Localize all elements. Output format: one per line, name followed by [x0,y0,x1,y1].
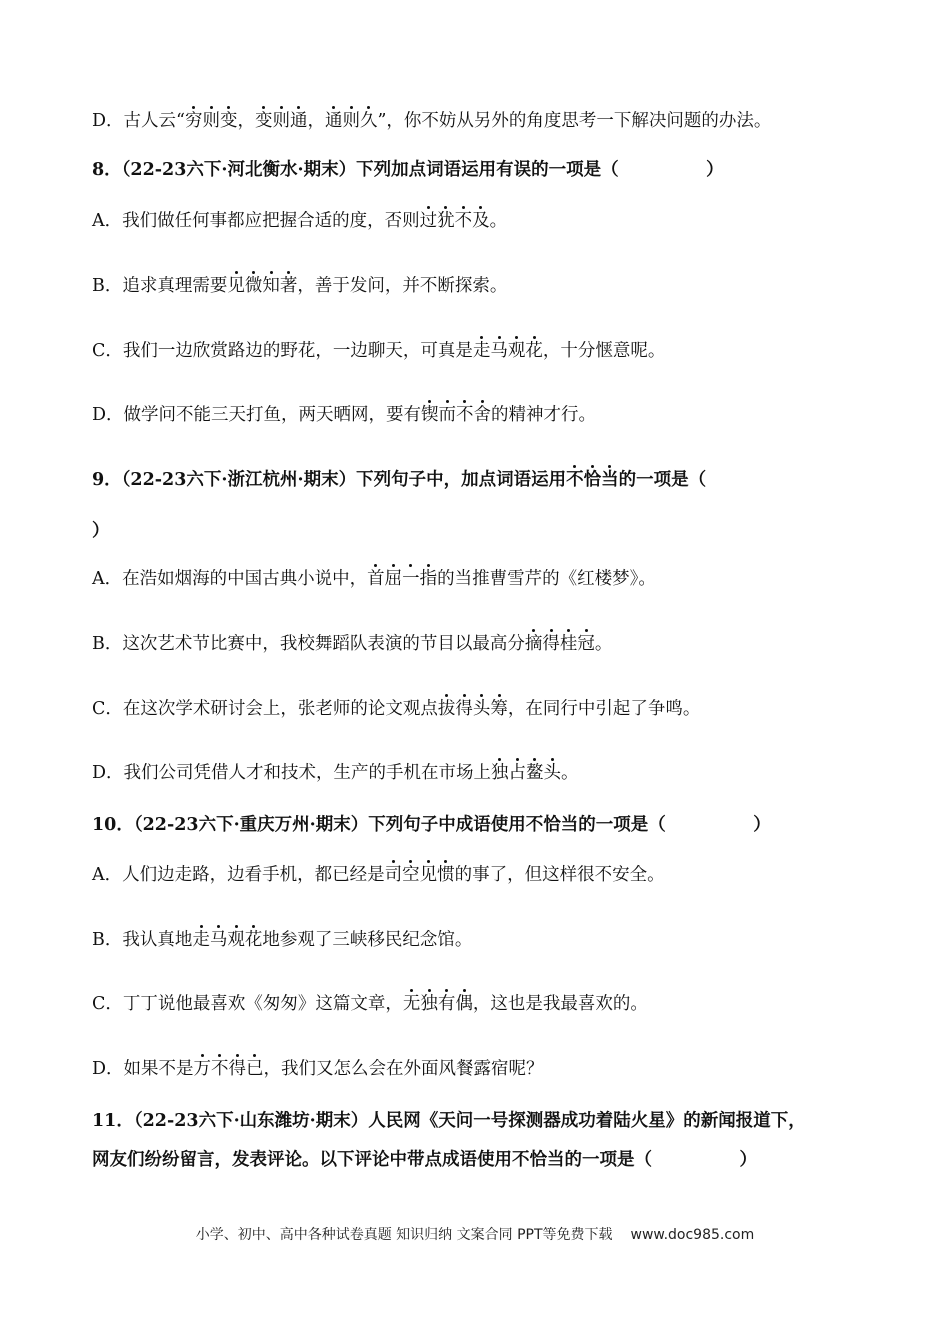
emphasized-phrase: 无独有偶 [402,994,473,1014]
text-segment: D．古人云“ [92,111,185,131]
question-line [92,157,890,183]
text-segment: A．人们边走路，边看手机，都已经是 [92,865,385,885]
option-line [92,402,890,428]
text-segment: 的事了，但这样很不安全。 [454,865,665,885]
option-line [92,991,890,1017]
question-line [92,1147,890,1173]
emphasized-phrase: 穷则变 [184,111,238,131]
emphasized-phrase: 走马观花 [472,341,543,361]
emphasized-phrase: 锲而不舍 [421,405,492,425]
text-segment: 的一项是（ [618,470,707,490]
question-line [92,467,890,493]
text-segment: C．我们一边欣赏路边的野花，一边聊天，可真是 [92,341,473,361]
footer-text: 小学、初中、高中各种试卷真题 知识归纳 文案合同 PPT等免费下载 [195,1227,613,1243]
text-segment: 。 [594,634,613,654]
question-line [92,1108,890,1134]
emphasized-phrase: 拔得头筹 [437,699,508,719]
emphasized-phrase: 走马观花 [192,930,263,950]
text-segment: ） [92,521,110,541]
text-segment: ，善于发问，并不断探索。 [297,276,508,296]
text-segment: A．我们做任何事都应把握合适的度，否则 [92,211,420,231]
text-segment: 。 [561,763,579,783]
text-segment: ，十分惬意呢。 [542,341,666,361]
text-segment: 的当推曹雪芹的《红楼梦》。 [437,569,656,589]
emphasized-phrase: 独占鳌头 [491,763,562,783]
text-segment: 网友们纷纷留言，发表评论。以下评论中带点成语使用不恰当的一项是（ ） [92,1150,757,1170]
text-segment: ， [307,111,325,131]
option-line [92,631,890,657]
page-footer [0,1224,950,1244]
text-segment: ，这也是我最喜欢的。 [472,994,648,1014]
text-segment: ， [237,111,255,131]
text-segment: ，我们又怎么会在外面风餐露宿呢？ [263,1059,544,1079]
option-line [92,862,890,888]
text-segment: B．这次艺术节比赛中，我校舞蹈队表演的节目以最高分 [92,634,525,654]
option-line [92,108,890,134]
emphasized-phrase: 万不得已 [193,1059,264,1079]
text-segment: 10．（22-23六下·重庆万州·期末）下列句子中成语使用不恰当的一项是（ ） [92,815,771,835]
emphasized-phrase: 变则通 [254,111,308,131]
emphasized-phrase: 司空见惯 [384,865,455,885]
emphasized-phrase: 不恰当 [566,470,619,490]
option-line [92,208,890,234]
text-segment: D．如果不是 [92,1059,194,1079]
option-line [92,760,890,786]
footer-url: www.doc985.com [630,1227,755,1243]
option-line [92,338,890,364]
text-segment: C．在这次学术研讨会上，张老师的论文观点 [92,699,438,719]
text-segment: C．丁丁说他最喜欢《匆匆》这篇文章， [92,994,403,1014]
text-segment: D．做学问不能三天打鱼，两天晒网，要有 [92,405,422,425]
text-segment: ”，你不妨从另外的角度思考一下解决问题的办法。 [377,111,772,131]
emphasized-phrase: 过犹不及 [419,211,490,231]
emphasized-phrase: 见微知著 [227,276,298,296]
text-segment: 8．（22-23六下·河北衡水·期末）下列加点词语运用有误的一项是（ ） [92,160,724,180]
question-line [92,812,890,838]
option-line [92,566,890,592]
question-line [92,518,890,544]
text-segment: 9．（22-23六下·浙江杭州·期末）下列句子中，加点词语运用 [92,470,567,490]
option-line [92,1056,890,1082]
emphasized-phrase: 首屈一指 [367,569,438,589]
option-line [92,927,890,953]
text-segment: B．我认真地 [92,930,193,950]
emphasized-phrase: 通则久 [324,111,378,131]
text-segment: D．我们公司凭借人才和技术，生产的手机在市场上 [92,763,492,783]
text-segment: ，在同行中引起了争鸣。 [507,699,701,719]
text-segment: A．在浩如烟海的中国古典小说中， [92,569,368,589]
text-segment: 。 [489,211,508,231]
text-segment: 11．（22-23六下·山东潍坊·期末）人民网《天问一号探测器成功着陆火星》的新闻报道下， [92,1111,806,1131]
emphasized-phrase: 摘得桂冠 [524,634,595,654]
text-segment: 的精神才行。 [491,405,597,425]
text-segment: 地参观了三峡移民纪念馆。 [262,930,473,950]
option-line [92,273,890,299]
option-line [92,696,890,722]
text-segment: B．追求真理需要 [92,276,228,296]
